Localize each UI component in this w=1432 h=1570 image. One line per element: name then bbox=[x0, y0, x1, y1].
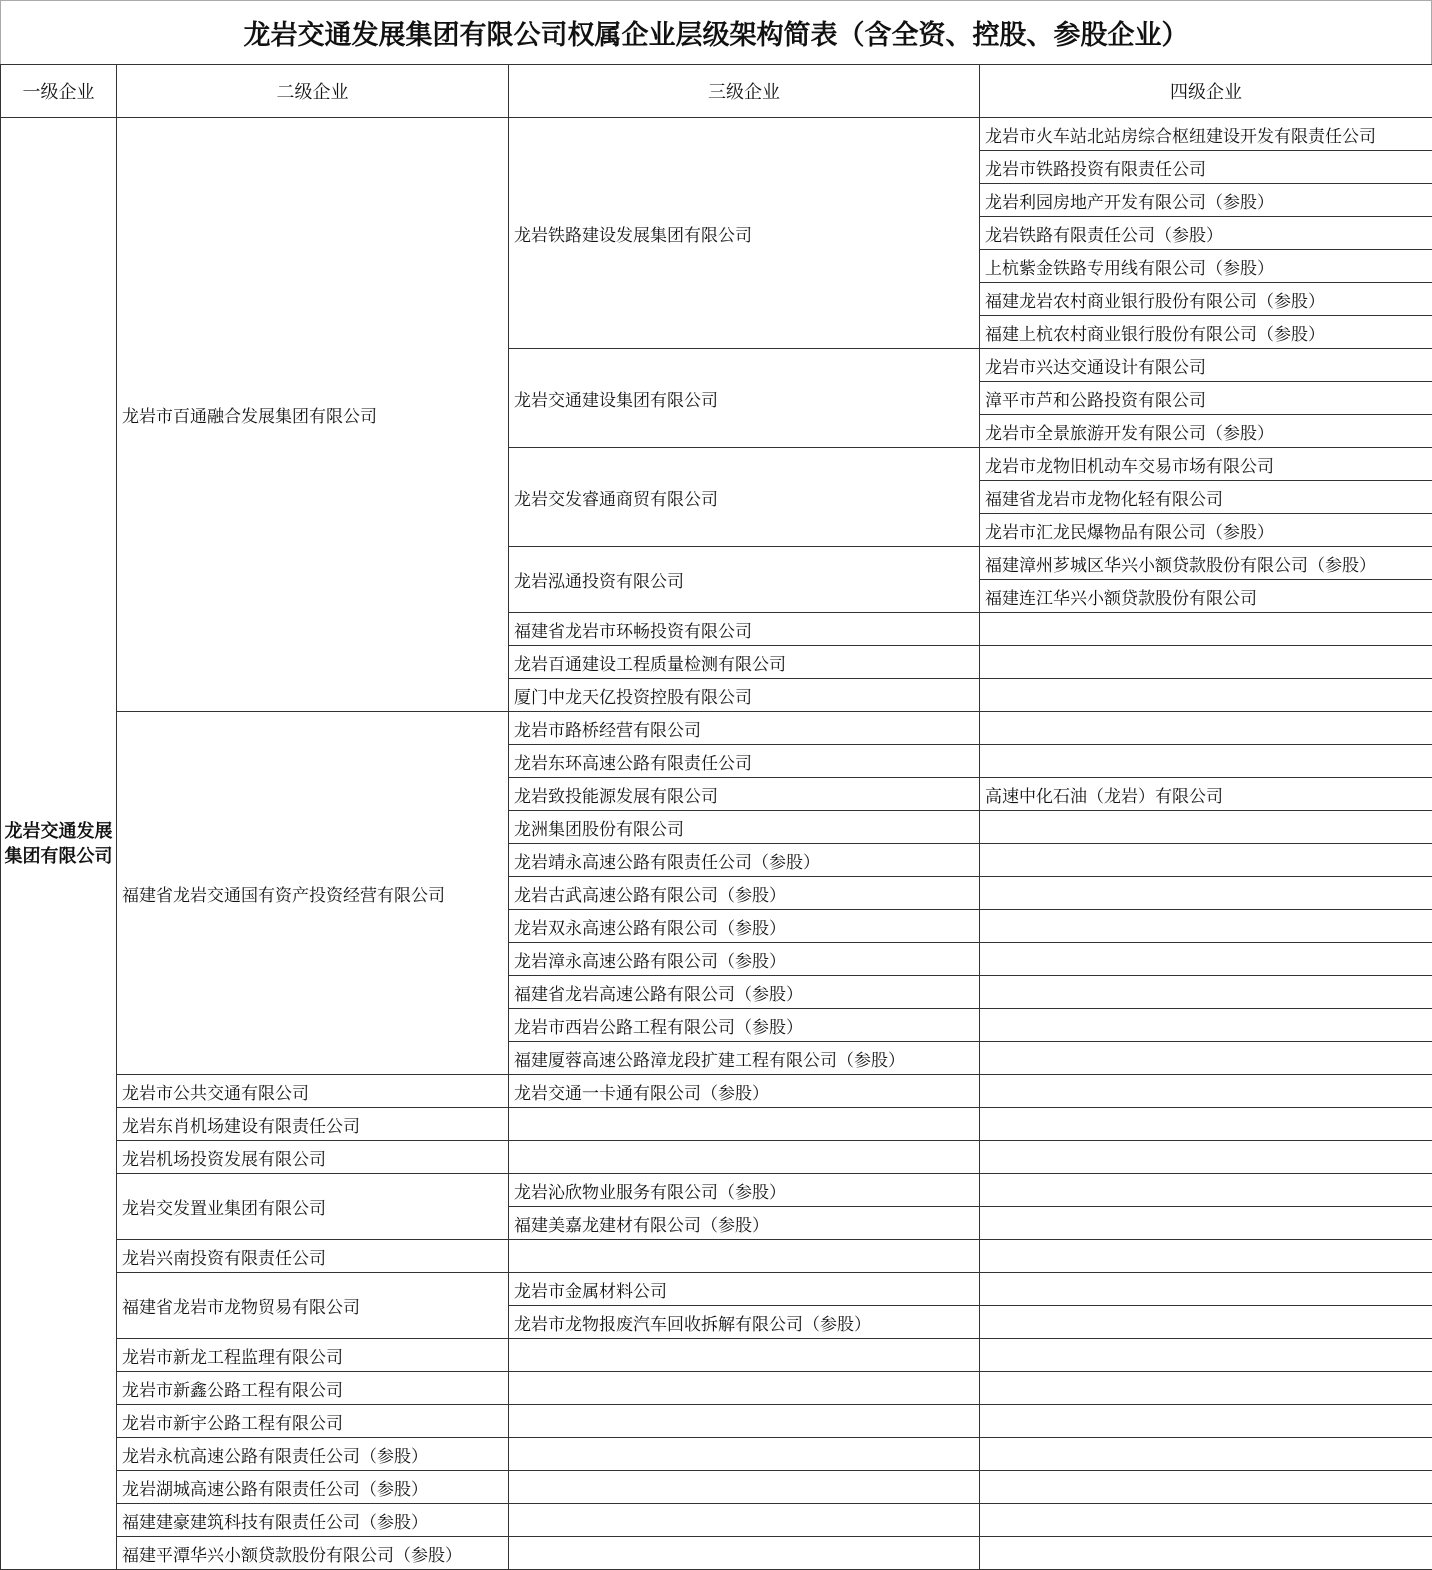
level4-company: 龙岩利园房地产开发有限公司（参股） bbox=[980, 184, 1432, 217]
level2-company: 龙岩湖城高速公路有限责任公司（参股） bbox=[117, 1471, 509, 1504]
level2-company: 龙岩机场投资发展有限公司 bbox=[117, 1141, 509, 1174]
header-row bbox=[1, 65, 1432, 118]
level3-company: 龙岩东环高速公路有限责任公司 bbox=[509, 745, 980, 778]
level4-empty bbox=[980, 1174, 1432, 1207]
level2-company: 龙岩东肖机场建设有限责任公司 bbox=[117, 1108, 509, 1141]
table-body bbox=[1, 118, 1432, 1570]
level4-company: 福建上杭农村商业银行股份有限公司（参股） bbox=[980, 316, 1432, 349]
table-row bbox=[1, 1471, 1432, 1504]
level4-empty bbox=[980, 679, 1432, 712]
level3-company: 龙岩泓通投资有限公司 bbox=[509, 547, 980, 613]
level3-empty bbox=[509, 1108, 980, 1141]
level3-company: 龙岩铁路建设发展集团有限公司 bbox=[509, 118, 980, 349]
table-row bbox=[1, 1075, 1432, 1108]
level3-company: 龙岩市金属材料公司 bbox=[509, 1273, 980, 1306]
level3-empty bbox=[509, 1240, 980, 1273]
level3-empty bbox=[509, 1471, 980, 1504]
level2-company: 龙岩市新鑫公路工程有限公司 bbox=[117, 1372, 509, 1405]
level3-company: 福建省龙岩市环畅投资有限公司 bbox=[509, 613, 980, 646]
level4-company: 龙岩市全景旅游开发有限公司（参股） bbox=[980, 415, 1432, 448]
level3-empty bbox=[509, 1438, 980, 1471]
table-row bbox=[1, 1372, 1432, 1405]
table-row bbox=[1, 1108, 1432, 1141]
level3-empty bbox=[509, 1339, 980, 1372]
level3-empty bbox=[509, 1504, 980, 1537]
table-row bbox=[1, 1174, 1432, 1207]
header-level1: 一级企业 bbox=[1, 65, 117, 118]
level4-empty bbox=[980, 1042, 1432, 1075]
level4-company: 龙岩市龙物旧机动车交易市场有限公司 bbox=[980, 448, 1432, 481]
level3-company: 龙岩漳永高速公路有限公司（参股） bbox=[509, 943, 980, 976]
level4-company: 福建漳州芗城区华兴小额贷款股份有限公司（参股） bbox=[980, 547, 1432, 580]
level3-empty bbox=[509, 1405, 980, 1438]
table-row bbox=[1, 1537, 1432, 1570]
header-level4: 四级企业 bbox=[980, 65, 1432, 118]
level4-empty bbox=[980, 1075, 1432, 1108]
level3-company: 福建省龙岩高速公路有限公司（参股） bbox=[509, 976, 980, 1009]
level3-company: 龙岩古武高速公路有限公司（参股） bbox=[509, 877, 980, 910]
level2-company: 龙岩交发置业集团有限公司 bbox=[117, 1174, 509, 1240]
level4-empty bbox=[980, 1471, 1432, 1504]
level4-empty bbox=[980, 1108, 1432, 1141]
level4-company: 福建省龙岩市龙物化轻有限公司 bbox=[980, 481, 1432, 514]
header-level2: 二级企业 bbox=[117, 65, 509, 118]
level3-company: 龙岩靖永高速公路有限责任公司（参股） bbox=[509, 844, 980, 877]
level3-company: 龙洲集团股份有限公司 bbox=[509, 811, 980, 844]
level4-empty bbox=[980, 1339, 1432, 1372]
level4-company: 漳平市芦和公路投资有限公司 bbox=[980, 382, 1432, 415]
level4-empty bbox=[980, 1240, 1432, 1273]
level4-company: 龙岩市火车站北站房综合枢纽建设开发有限责任公司 bbox=[980, 118, 1432, 151]
level2-company: 龙岩市新宇公路工程有限公司 bbox=[117, 1405, 509, 1438]
level4-empty bbox=[980, 1405, 1432, 1438]
level4-empty bbox=[980, 1537, 1432, 1570]
level2-company: 福建建豪建筑科技有限责任公司（参股） bbox=[117, 1504, 509, 1537]
level3-empty bbox=[509, 1537, 980, 1570]
level1-company: 龙岩交通发展集团有限公司 bbox=[1, 118, 117, 1570]
level4-company: 龙岩铁路有限责任公司（参股） bbox=[980, 217, 1432, 250]
level3-company: 龙岩市路桥经营有限公司 bbox=[509, 712, 980, 745]
level4-company: 福建连江华兴小额贷款股份有限公司 bbox=[980, 580, 1432, 613]
level4-empty bbox=[980, 844, 1432, 877]
level4-company: 龙岩市铁路投资有限责任公司 bbox=[980, 151, 1432, 184]
table-row bbox=[1, 1273, 1432, 1306]
level4-empty bbox=[980, 745, 1432, 778]
level4-empty bbox=[980, 1207, 1432, 1240]
level3-company: 龙岩市龙物报废汽车回收拆解有限公司（参股） bbox=[509, 1306, 980, 1339]
level2-company: 龙岩市公共交通有限公司 bbox=[117, 1075, 509, 1108]
level4-empty bbox=[980, 646, 1432, 679]
level2-company: 福建省龙岩市龙物贸易有限公司 bbox=[117, 1273, 509, 1339]
level4-empty bbox=[980, 613, 1432, 646]
level4-company: 上杭紫金铁路专用线有限公司（参股） bbox=[980, 250, 1432, 283]
table-row bbox=[1, 1438, 1432, 1471]
level4-empty bbox=[980, 943, 1432, 976]
table-row bbox=[1, 712, 1432, 745]
hierarchy-table bbox=[0, 64, 1432, 1570]
level2-company: 龙岩永杭高速公路有限责任公司（参股） bbox=[117, 1438, 509, 1471]
level4-company: 福建龙岩农村商业银行股份有限公司（参股） bbox=[980, 283, 1432, 316]
level3-company: 龙岩交发睿通商贸有限公司 bbox=[509, 448, 980, 547]
level4-empty bbox=[980, 976, 1432, 1009]
table-row bbox=[1, 1504, 1432, 1537]
level3-company: 龙岩双永高速公路有限公司（参股） bbox=[509, 910, 980, 943]
level2-company: 龙岩市百通融合发展集团有限公司 bbox=[117, 118, 509, 712]
level4-empty bbox=[980, 1372, 1432, 1405]
level4-empty bbox=[980, 1009, 1432, 1042]
level3-company: 龙岩沁欣物业服务有限公司（参股） bbox=[509, 1174, 980, 1207]
level3-company: 龙岩百通建设工程质量检测有限公司 bbox=[509, 646, 980, 679]
level2-company: 福建平潭华兴小额贷款股份有限公司（参股） bbox=[117, 1537, 509, 1570]
table-row bbox=[1, 1141, 1432, 1174]
level4-empty bbox=[980, 811, 1432, 844]
table-row bbox=[1, 1405, 1432, 1438]
level4-empty bbox=[980, 877, 1432, 910]
level4-company: 龙岩市兴达交通设计有限公司 bbox=[980, 349, 1432, 382]
level4-empty bbox=[980, 910, 1432, 943]
level3-company: 福建美嘉龙建材有限公司（参股） bbox=[509, 1207, 980, 1240]
level3-empty bbox=[509, 1141, 980, 1174]
level4-empty bbox=[980, 1306, 1432, 1339]
level4-company: 高速中化石油（龙岩）有限公司 bbox=[980, 778, 1432, 811]
level3-empty bbox=[509, 1372, 980, 1405]
header-level3: 三级企业 bbox=[509, 65, 980, 118]
level3-company: 龙岩交通一卡通有限公司（参股） bbox=[509, 1075, 980, 1108]
level4-empty bbox=[980, 1438, 1432, 1471]
table-row bbox=[1, 118, 1432, 151]
table-row bbox=[1, 1339, 1432, 1372]
level3-company: 龙岩交通建设集团有限公司 bbox=[509, 349, 980, 448]
level4-empty bbox=[980, 1273, 1432, 1306]
page-title: 龙岩交通发展集团有限公司权属企业层级架构简表（含全资、控股、参股企业） bbox=[0, 0, 1432, 64]
table-row bbox=[1, 1240, 1432, 1273]
level4-empty bbox=[980, 1141, 1432, 1174]
level3-company: 龙岩市西岩公路工程有限公司（参股） bbox=[509, 1009, 980, 1042]
level2-company: 龙岩兴南投资有限责任公司 bbox=[117, 1240, 509, 1273]
level4-empty bbox=[980, 1504, 1432, 1537]
level3-company: 福建厦蓉高速公路漳龙段扩建工程有限公司（参股） bbox=[509, 1042, 980, 1075]
level2-company: 福建省龙岩交通国有资产投资经营有限公司 bbox=[117, 712, 509, 1075]
level4-company: 龙岩市汇龙民爆物品有限公司（参股） bbox=[980, 514, 1432, 547]
level3-company: 龙岩致投能源发展有限公司 bbox=[509, 778, 980, 811]
level2-company: 龙岩市新龙工程监理有限公司 bbox=[117, 1339, 509, 1372]
level3-company: 厦门中龙天亿投资控股有限公司 bbox=[509, 679, 980, 712]
level4-empty bbox=[980, 712, 1432, 745]
